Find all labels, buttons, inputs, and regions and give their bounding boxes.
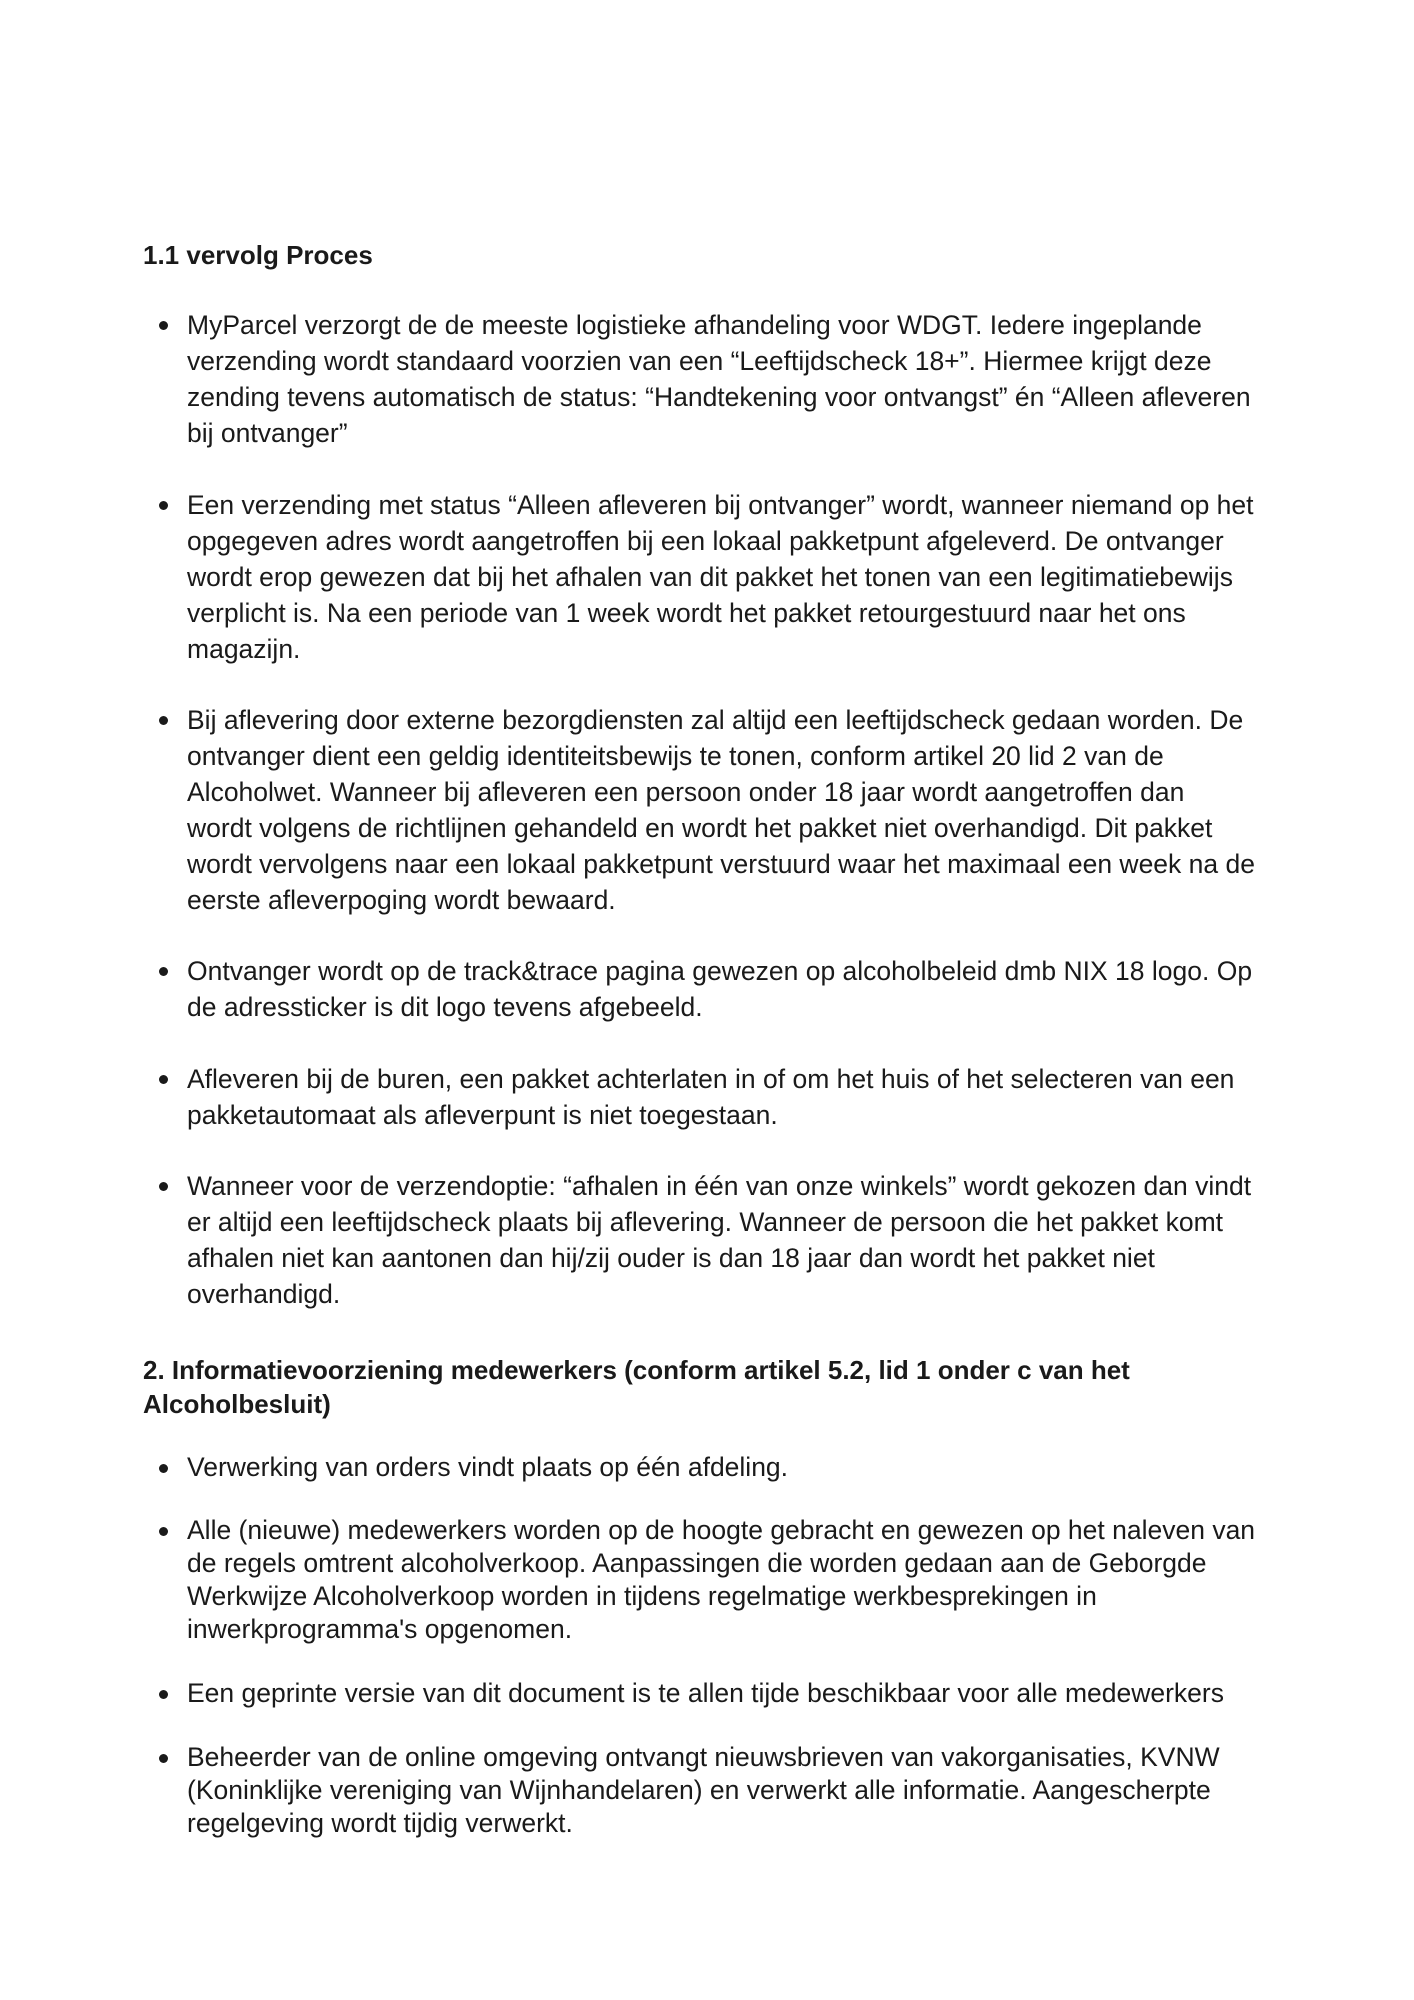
section-heading-proces: 1.1 vervolg Proces	[143, 240, 373, 270]
list-item: Wanneer voor de verzendoptie: “afhalen in één van onze winkels” wordt gekozen dan vindt er altijd een leeftijdscheck plaats bij aflevering. Wanneer de persoon die het pakket komt afhalen niet kan aantonen dan hij/zij ouder is dan 18 jaar dan wordt het pakket niet overhandigd.	[187, 1168, 1287, 1312]
list-item: Alle (nieuwe) medewerkers worden op de hoogte gebracht en gewezen op het naleven van de regels omtrent alcoholverkoop. Aanpassingen die worden gedaan aan de Geborgde Werkwijze Alcoholverkoop worden in tijdens regelmatige werkbesprekingen in inwerkprogramma's opgenomen.	[187, 1514, 1287, 1646]
list-item: Afleveren bij de buren, een pakket achterlaten in of om het huis of het selecteren van een pakketautomaat als afleverpunt is niet toegestaan.	[187, 1061, 1287, 1133]
list-item: Beheerder van de online omgeving ontvangt nieuwsbrieven van vakorganisaties, KVNW (Koninklijke vereniging van Wijnhandelaren) en verwerkt alle informatie. Aangescherpte regelgeving wordt tijdig verwerkt.	[187, 1741, 1287, 1840]
section-heading-informatievoorziening: 2. Informatievoorziening medewerkers (conform artikel 5.2, lid 1 onder c van het Alcoholbesluit)	[143, 1355, 1130, 1419]
list-item: Ontvanger wordt op de track&trace pagina gewezen op alcoholbeleid dmb NIX 18 logo. Op de adressticker is dit logo tevens afgebeeld.	[187, 953, 1287, 1025]
list-item: Bij aflevering door externe bezorgdiensten zal altijd een leeftijdscheck gedaan worden. De ontvanger dient een geldig identiteitsbewijs te tonen, conform artikel 20 lid 2 van de Alcoholwet. Wanneer bij afleveren een persoon onder 18 jaar wordt aangetroffen dan wordt volgens de richtlijnen gehandeld en wordt het pakket niet overhandigd. Dit pakket wordt vervolgens naar een lokaal pakketpunt verstuurd waar het maximaal een week na de eerste afleverpoging wordt bewaard.	[187, 702, 1287, 918]
list-item: Een verzending met status “Alleen afleveren bij ontvanger” wordt, wanneer niemand op het opgegeven adres wordt aangetroffen bij een lokaal pakketpunt afgeleverd. De ontvanger wordt erop gewezen dat bij het afhalen van dit pakket het tonen van een legitimatiebewijs verplicht is. Na een periode van 1 week wordt het pakket retourgestuurd naar het ons magazijn.	[187, 487, 1287, 667]
list-item: Verwerking van orders vindt plaats op één afdeling.	[187, 1451, 1287, 1484]
list-item: MyParcel verzorgt de de meeste logistieke afhandeling voor WDGT. Iedere ingeplande verzending wordt standaard voorzien van een “Leeftijdscheck 18+”. Hiermee krijgt deze zending tevens automatisch de status: “Handtekening voor ontvangst” én “Alleen afleveren bij ontvanger”	[187, 307, 1287, 451]
list-item: Een geprinte versie van dit document is te allen tijde beschikbaar voor alle medewerkers	[187, 1677, 1287, 1710]
